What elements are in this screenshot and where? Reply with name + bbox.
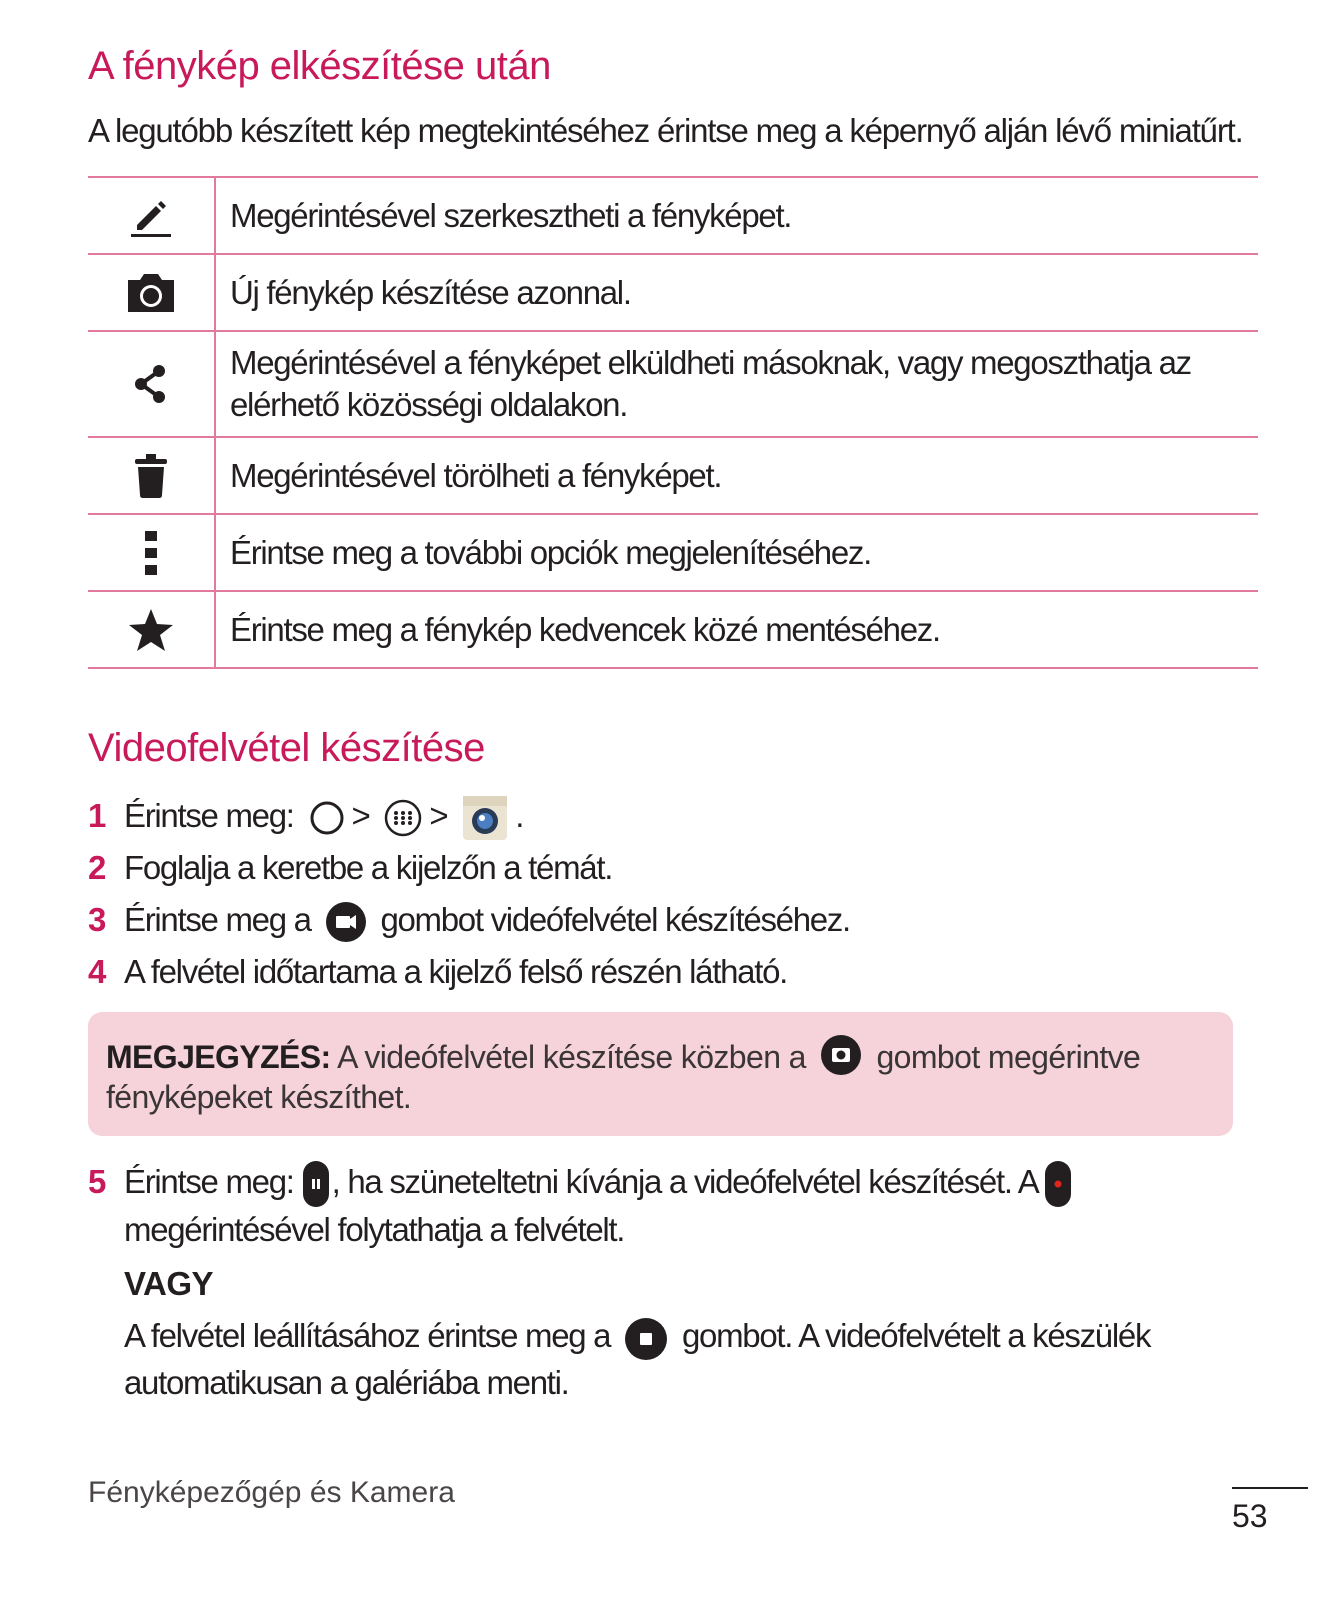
step-text: Érintse meg a [124,901,311,938]
list-item [88,842,1258,894]
apps-icon [383,798,423,838]
step-text: , ha szüneteltetni kívánja a videófelvétel készítését. A [331,1163,1039,1200]
separator: > [429,797,448,834]
table-row [88,514,1258,591]
row-text: Érintse meg a fénykép kedvencek közé mentéséhez. [230,610,940,648]
note-label: MEGJEGYZÉS: [106,1039,331,1075]
footer-rule [1232,1487,1308,1489]
step-number: 5 [88,1163,106,1200]
step-number: 4 [88,953,106,990]
row-text: Érintse meg a további opciók megjelenítéséhez. [230,533,871,571]
step-text: gombot. A videófelvételt a készülék [682,1317,1151,1355]
share-icon [88,331,215,437]
step-number: 1 [88,797,106,834]
separator: > [351,797,370,834]
note-box [88,1012,1233,1136]
row-text: Megérintésével szerkesztheti a fényképet. [230,196,792,234]
step-text: Érintse meg: [124,1163,294,1200]
step-text: automatikusan a galériába menti. [124,1363,569,1401]
step-text: A felvétel időtartama a kijelző felső részén látható. [124,953,787,990]
step-text: . [515,797,524,834]
video-record-icon [325,901,367,943]
resume-record-icon [1044,1160,1072,1208]
table-row [88,331,1258,437]
camera-icon [88,254,215,331]
note-text: fényképeket készíthet. [106,1079,412,1115]
or-label: VAGY [124,1265,214,1303]
section-title: Videofelvétel készítése [88,726,485,770]
table-row [88,591,1258,668]
step-number: 3 [88,901,106,938]
capture-icon [820,1034,862,1076]
edit-icon [88,177,215,254]
trash-icon [88,437,215,514]
home-icon [308,799,346,837]
row-text: Megérintésével törölheti a fényképet. [230,456,722,494]
more-vert-icon [88,514,215,591]
list-item [88,946,1258,998]
list-item [88,790,1258,842]
table-row [88,254,1258,331]
note-text: A videófelvétel készítése közben a [337,1039,806,1075]
pause-icon [302,1160,330,1208]
icon-table [88,176,1258,669]
row-text: Megérintésével a fényképet elküldheti másoknak, vagy megoszthatja az elérhető közösségi oldalakon. [230,344,1191,423]
stop-icon [624,1317,668,1361]
table-row [88,177,1258,254]
step-text: A felvétel leállításához érintse meg a [124,1317,611,1355]
intro-text: A legutóbb készített kép megtekintéséhez érintse meg a képernyő alján lévő miniatűrt. [88,112,1243,149]
star-icon [88,591,215,668]
note-text: gombot megérintve [876,1039,1141,1075]
list-item [88,894,1258,946]
section-title: A fénykép elkészítése után [88,44,551,88]
step-text: megérintésével folytathatja a felvételt. [124,1211,625,1249]
footer-section: Fényképezőgép és Kamera [88,1476,455,1509]
step-text: Foglalja a keretbe a kijelzőn a témát. [124,849,613,886]
steps-list [88,790,1258,998]
table-row [88,437,1258,514]
step-text: Érintse meg: [124,797,294,834]
step-text: gombot videófelvétel készítéséhez. [380,901,850,938]
camera-app-icon [461,794,509,842]
page-number: 53 [1232,1498,1268,1534]
step-number: 2 [88,849,106,886]
row-text: Új fénykép készítése azonnal. [230,273,631,311]
